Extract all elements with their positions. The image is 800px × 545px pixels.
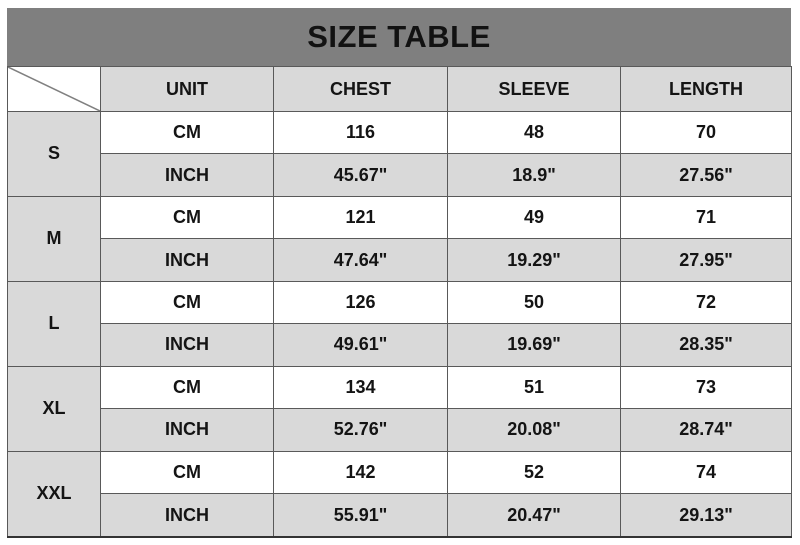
unit-label-inch: INCH	[101, 409, 274, 451]
unit-label-cm: CM	[101, 112, 274, 154]
unit-label-cm: CM	[101, 366, 274, 408]
cell-m-cm-chest: 121	[274, 196, 448, 238]
cell-s-inch-sleeve: 18.9"	[448, 154, 621, 196]
cell-l-cm-sleeve: 50	[448, 281, 621, 323]
cell-s-inch-length: 27.56"	[621, 154, 792, 196]
cell-xxl-cm-chest: 142	[274, 451, 448, 493]
unit-label-inch: INCH	[101, 154, 274, 196]
unit-label-inch: INCH	[101, 494, 274, 537]
cell-l-inch-length: 28.35"	[621, 324, 792, 366]
table-row	[8, 281, 792, 323]
cell-l-inch-chest: 49.61"	[274, 324, 448, 366]
size-label-s: S	[8, 112, 101, 197]
table-row	[8, 451, 792, 493]
cell-xl-inch-length: 28.74"	[621, 409, 792, 451]
header-row	[8, 67, 792, 112]
cell-l-inch-sleeve: 19.69"	[448, 324, 621, 366]
page-title: SIZE TABLE	[307, 19, 491, 54]
table-row	[8, 154, 792, 196]
table-row	[8, 494, 792, 537]
size-table-container	[7, 8, 791, 538]
size-label-l: L	[8, 281, 101, 366]
table-title-bar	[7, 8, 791, 66]
table-row	[8, 239, 792, 281]
cell-xl-cm-chest: 134	[274, 366, 448, 408]
cell-xl-cm-length: 73	[621, 366, 792, 408]
cell-s-cm-sleeve: 48	[448, 112, 621, 154]
cell-xxl-cm-length: 74	[621, 451, 792, 493]
table-row	[8, 366, 792, 408]
cell-m-inch-sleeve: 19.29"	[448, 239, 621, 281]
column-header-chest: CHEST	[274, 67, 448, 112]
column-header-unit: UNIT	[101, 67, 274, 112]
cell-xl-cm-sleeve: 51	[448, 366, 621, 408]
cell-m-inch-chest: 47.64"	[274, 239, 448, 281]
cell-s-inch-chest: 45.67"	[274, 154, 448, 196]
cell-xxl-inch-sleeve: 20.47"	[448, 494, 621, 537]
table-row	[8, 112, 792, 154]
cell-xxl-inch-chest: 55.91"	[274, 494, 448, 537]
diagonal-line-icon	[8, 67, 100, 111]
table-row	[8, 324, 792, 366]
cell-l-cm-chest: 126	[274, 281, 448, 323]
unit-label-inch: INCH	[101, 239, 274, 281]
size-label-xl: XL	[8, 366, 101, 451]
size-label-xxl: XXL	[8, 451, 101, 537]
cell-xl-inch-chest: 52.76"	[274, 409, 448, 451]
unit-label-inch: INCH	[101, 324, 274, 366]
cell-s-cm-length: 70	[621, 112, 792, 154]
cell-xxl-inch-length: 29.13"	[621, 494, 792, 537]
cell-m-inch-length: 27.95"	[621, 239, 792, 281]
table-row	[8, 409, 792, 451]
size-unit-diagonal-cell	[8, 67, 101, 112]
table-row	[8, 196, 792, 238]
cell-m-cm-length: 71	[621, 196, 792, 238]
column-header-sleeve: SLEEVE	[448, 67, 621, 112]
cell-s-cm-chest: 116	[274, 112, 448, 154]
unit-label-cm: CM	[101, 196, 274, 238]
cell-xxl-cm-sleeve: 52	[448, 451, 621, 493]
unit-label-cm: CM	[101, 451, 274, 493]
cell-m-cm-sleeve: 49	[448, 196, 621, 238]
size-label-m: M	[8, 196, 101, 281]
cell-l-cm-length: 72	[621, 281, 792, 323]
column-header-length: LENGTH	[621, 67, 792, 112]
unit-label-cm: CM	[101, 281, 274, 323]
size-table	[7, 66, 792, 538]
cell-xl-inch-sleeve: 20.08"	[448, 409, 621, 451]
